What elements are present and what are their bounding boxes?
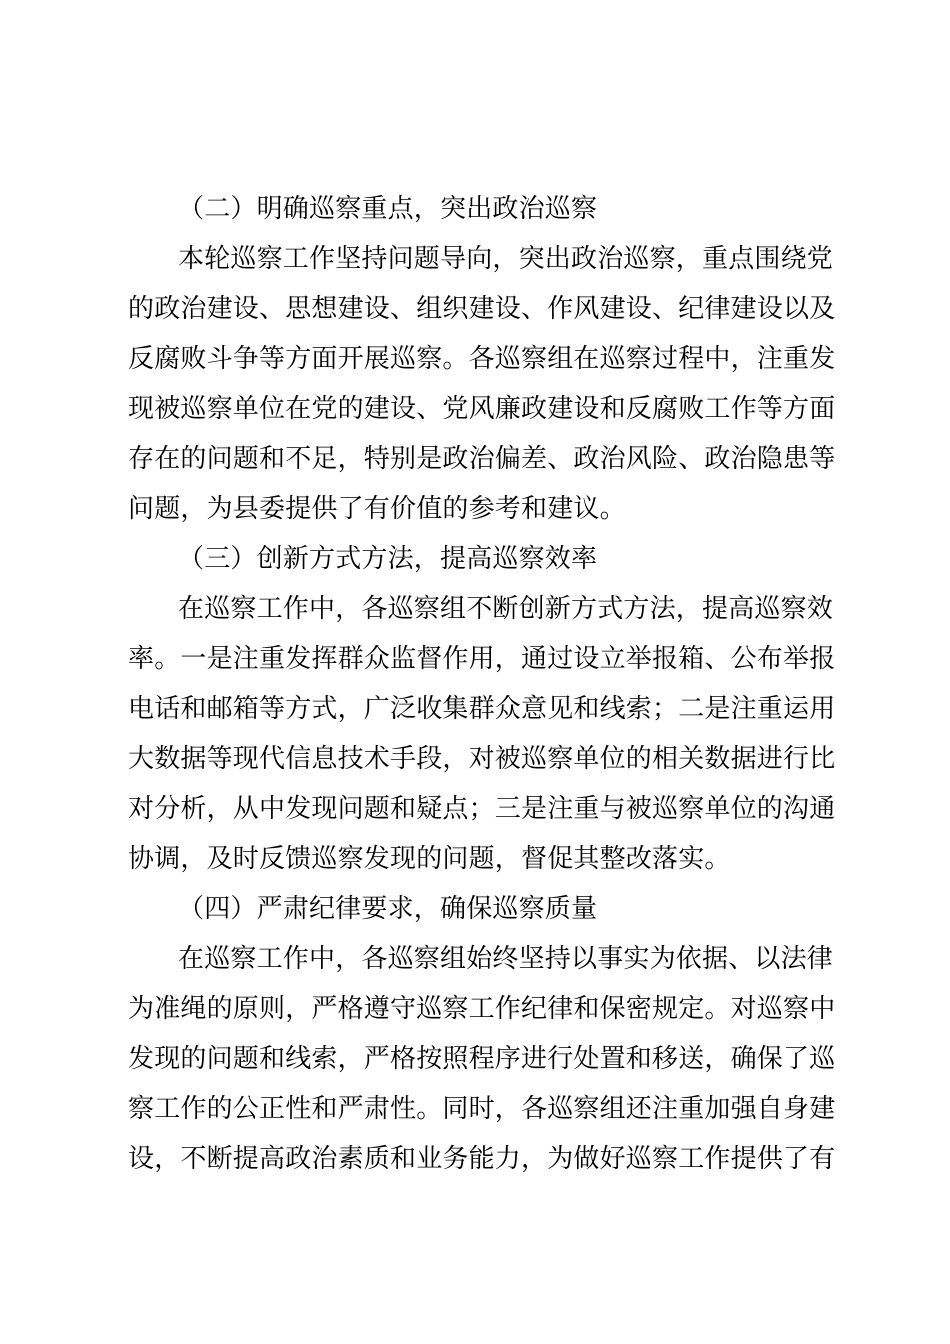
paragraph-line: 在巡察工作中，各巡察组不断创新方式方法，提高巡察效 (178, 594, 834, 624)
document-body (128, 184, 836, 1184)
paragraph-line: 大数据等现代信息技术手段，对被巡察单位的相关数据进行比 (128, 744, 836, 774)
paragraph-line: 对分析，从中发现问题和疑点；三是注重与被巡察单位的沟通 (128, 794, 836, 824)
section-heading-3: （三）创新方式方法，提高巡察效率 (178, 544, 598, 574)
section-heading-2: （二）明确巡察重点，突出政治巡察 (178, 194, 598, 224)
paragraph-line: 电话和邮箱等方式，广泛收集群众意见和线索；二是注重运用 (128, 694, 836, 724)
paragraph-line: 存在的问题和不足，特别是政治偏差、政治风险、政治隐患等 (128, 444, 836, 474)
section-heading-4: （四）严肃纪律要求，确保巡察质量 (178, 894, 598, 924)
paragraph-line: 发现的问题和线索，严格按照程序进行处置和移送，确保了巡 (128, 1044, 836, 1074)
paragraph-line: 现被巡察单位在党的建设、党风廉政建设和反腐败工作等方面 (128, 394, 836, 424)
paragraph-line: 本轮巡察工作坚持问题导向，突出政治巡察，重点围绕党 (178, 244, 834, 274)
paragraph-line: 问题，为县委提供了有价值的参考和建议。 (128, 494, 626, 524)
paragraph-line: 设，不断提高政治素质和业务能力，为做好巡察工作提供了有 (128, 1144, 836, 1174)
paragraph-line: 察工作的公正性和严肃性。同时，各巡察组还注重加强自身建 (128, 1094, 836, 1124)
paragraph-line: 在巡察工作中，各巡察组始终坚持以事实为依据、以法律 (178, 944, 834, 974)
paragraph-line: 协调，及时反馈巡察发现的问题，督促其整改落实。 (128, 844, 731, 874)
paragraph-line: 为准绳的原则，严格遵守巡察工作纪律和保密规定。对巡察中 (128, 994, 836, 1024)
paragraph-line: 反腐败斗争等方面开展巡察。各巡察组在巡察过程中，注重发 (128, 344, 836, 374)
paragraph-line: 的政治建设、思想建设、组织建设、作风建设、纪律建设以及 (128, 294, 836, 324)
paragraph-line: 率。一是注重发挥群众监督作用，通过设立举报箱、公布举报 (128, 644, 836, 674)
